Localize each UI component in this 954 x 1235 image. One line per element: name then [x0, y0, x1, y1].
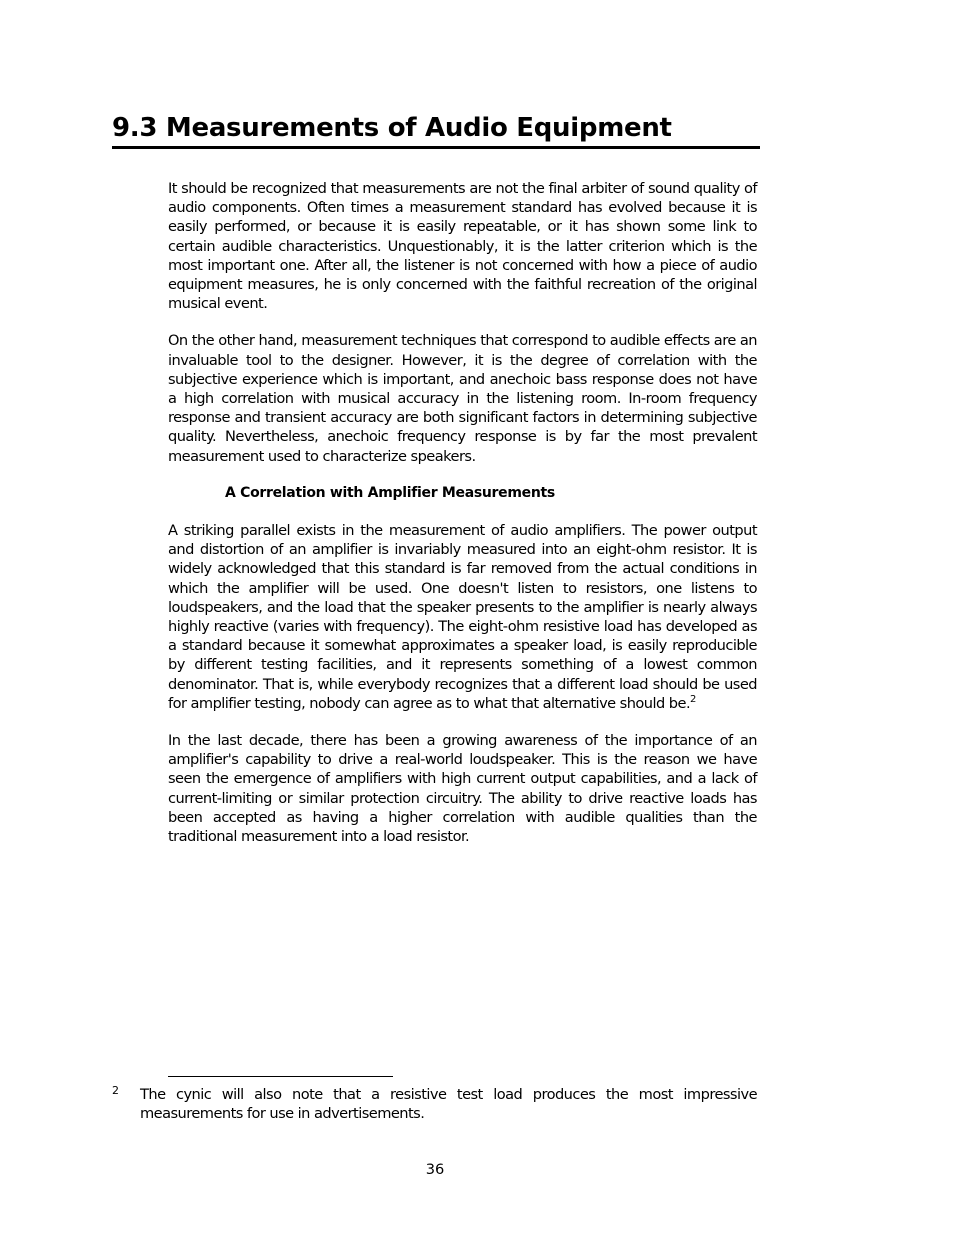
paragraph-3 [168, 521, 757, 713]
section-heading: 9.3 Measurements of Audio Equipment [112, 113, 760, 149]
subheading: A Correlation with Amplifier Measurements [225, 484, 555, 501]
footnote-text: The cynic will also note that a resistive test load produces the most impressive measurements for use in advertisements. [140, 1086, 757, 1123]
footnote-divider [168, 1076, 393, 1077]
paragraph-1: It should be recognized that measurements are not the final arbiter of sound quality of audio components. Often times a measurement standard has evolved because it is easily performed, or because it is easily repeatable, or it has shown some link to certain audible characteristics. Unquestionably, it is the latter criterion which is the most important one. After all, the listener is not concerned with how a piece of audio equipment measures, he is only concerned with the faithful recreation of the original musical event. [168, 180, 757, 313]
paragraph-4: In the last decade, there has been a growing awareness of the importance of an amplifier's capability to drive a real-world loudspeaker. This is the reason we have seen the emergence of amplifiers with high current output capabilities, and a lack of current-limiting or similar protection circuitry. The ability to drive reactive loads has been accepted as having a higher correlation with audible qualities than the traditional measurement into a load resistor. [168, 732, 757, 846]
body-text [168, 179, 757, 864]
footnote-mark: 2 [112, 1084, 119, 1097]
page-number: 36 [425, 1161, 445, 1178]
paragraph-3-text: A striking parallel exists in the measurement of audio amplifiers. The power output and distortion of an amplifier is invariably measured into an eight-ohm resistor. It is widely acknowledged that this standard is far removed from the actual conditions in which the amplifier will be used. One doesn't listen to resistors, one listens to loudspeakers, and the load that the speaker presents to the amplifier is nearly always highly reactive (varies with frequency). The eight-ohm resistive load has developed as a standard because it somewhat approximates a speaker load, is easily reproducible by different testing facilities, and it represents something of a lowest common denominator. That is, while everybody recognizes that a different load should be used for amplifier testing, nobody can agree as to what that alternative should be. [168, 522, 757, 712]
footnote-reference[interactable]: 2 [690, 694, 697, 706]
paragraph-2: On the other hand, measurement techniques that correspond to audible effects are an invaluable tool to the designer. However, it is the degree of correlation with the subjective experience which is important, and anechoic bass response does not have a high correlation with musical accuracy in the listening room. In-room frequency response and transient accuracy are both significant factors in determining subjective quality. Nevertheless, anechoic frequency response is by far the most prevalent measurement used to characterize speakers. [168, 332, 757, 465]
